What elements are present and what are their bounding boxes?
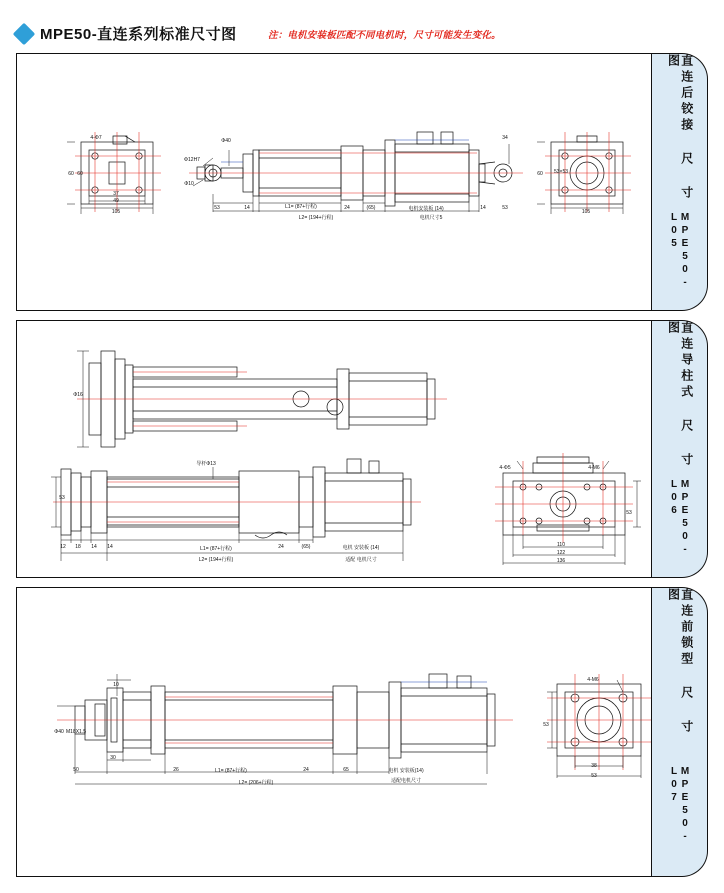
dimension-label: 53×53: [553, 169, 569, 175]
dimension-label: 122: [556, 550, 566, 556]
dimension-label: Φ40: [54, 729, 64, 735]
dimension-label: 60: [537, 171, 543, 177]
dimension-label: 电机尺寸5: [419, 215, 443, 221]
dimension-label: 34: [502, 135, 508, 141]
dimension-label: 适配电机尺寸: [390, 778, 422, 784]
dimension-label: 12: [60, 544, 66, 550]
tab-l06: [652, 320, 708, 578]
dimension-label: 50: [73, 767, 79, 773]
dimension-label: 4-Φ7: [90, 135, 102, 141]
dimension-label: 37: [113, 191, 119, 197]
dimension-label: (65): [366, 205, 376, 211]
dimension-label: 38: [591, 763, 597, 769]
dimension-label: 53: [59, 495, 65, 501]
diamond-bullet-icon: [13, 23, 36, 46]
dimension-label: 电机 安装板(14): [388, 768, 424, 774]
dimension-label: 14: [480, 205, 486, 211]
dimension-label: 18: [75, 544, 81, 550]
tab-l07-label: 直连前锁型 尺 寸 图: [666, 588, 694, 736]
dimension-label: 导杆Φ13: [196, 461, 216, 467]
dimension-label: Φ12H7: [184, 157, 200, 163]
dimension-label: 30: [110, 755, 116, 761]
dimension-label: 136: [556, 558, 566, 564]
dimension-label: 24: [303, 767, 309, 773]
dimension-label: 10: [113, 682, 119, 688]
dimension-label: 适配 电机尺寸: [345, 557, 377, 563]
page-header: [0, 8, 724, 43]
dimension-label: 24: [278, 544, 284, 550]
dimension-label: 4-M6: [587, 677, 599, 683]
tab-l05-label: 直连后铰接 尺 寸 图: [666, 54, 694, 202]
dimension-label: M18X1.5: [65, 729, 87, 735]
dimension-label: (65): [301, 544, 311, 550]
tab-l07: [652, 587, 708, 877]
dimension-label: Φ16: [73, 392, 83, 398]
tab-l05-code: MPE50-L05: [668, 212, 691, 291]
dimension-label: 4-Φ5: [499, 465, 511, 471]
dimension-label: 53: [214, 205, 220, 211]
dimension-label: 105: [111, 209, 121, 215]
dimension-labels-l07: [16, 587, 652, 877]
dimension-label: 24: [344, 205, 350, 211]
page-title: MPE50-直连系列标准尺寸图: [40, 26, 237, 43]
dimension-label: L1= (87+行程): [285, 204, 317, 210]
tab-l07-code: MPE50-L07: [668, 765, 691, 844]
dimension-label: L1= (87+行程): [215, 768, 247, 774]
dimension-label: 105: [581, 209, 591, 215]
tab-l06-code: MPE50-L06: [668, 479, 691, 558]
dimension-label: 65: [343, 767, 349, 773]
dimension-label: Φ10: [184, 181, 194, 187]
dimension-label: 53: [502, 205, 508, 211]
dimension-label: L2= (194+行程): [298, 215, 334, 221]
dimension-label: L1= (87+行程): [200, 546, 232, 552]
dimension-label: 4-M6: [588, 465, 600, 471]
dimension-label: 电机 安装板 (14): [342, 545, 380, 551]
dimension-label: 53: [591, 773, 597, 779]
header-note: 注：电机安装板匹配不同电机时，尺寸可能发生变化。: [268, 30, 501, 41]
dimension-label: Φ40: [221, 138, 231, 144]
dimension-label: L2= (206+行程): [238, 780, 274, 786]
dimension-labels-l06: [16, 320, 652, 578]
dimension-label: 60: [77, 171, 83, 177]
dimension-label: 53: [543, 722, 549, 728]
dimension-label: 14: [107, 544, 113, 550]
dimension-label: 14: [91, 544, 97, 550]
dimension-label: 110: [557, 542, 565, 548]
dimension-label: 49: [113, 198, 119, 204]
dimension-label: 53: [626, 510, 632, 516]
dimension-label: 14: [244, 205, 250, 211]
dimension-label: 26: [173, 767, 179, 773]
dimension-labels-l05: [16, 53, 652, 311]
dimension-label: 电机安装板 (14): [408, 206, 444, 212]
dimension-label: L2= (194+行程): [198, 557, 234, 563]
tab-l05: [652, 53, 708, 311]
dimension-label: 60: [68, 171, 74, 177]
tab-l06-label: 直连导柱式 尺 寸 图: [666, 321, 694, 469]
